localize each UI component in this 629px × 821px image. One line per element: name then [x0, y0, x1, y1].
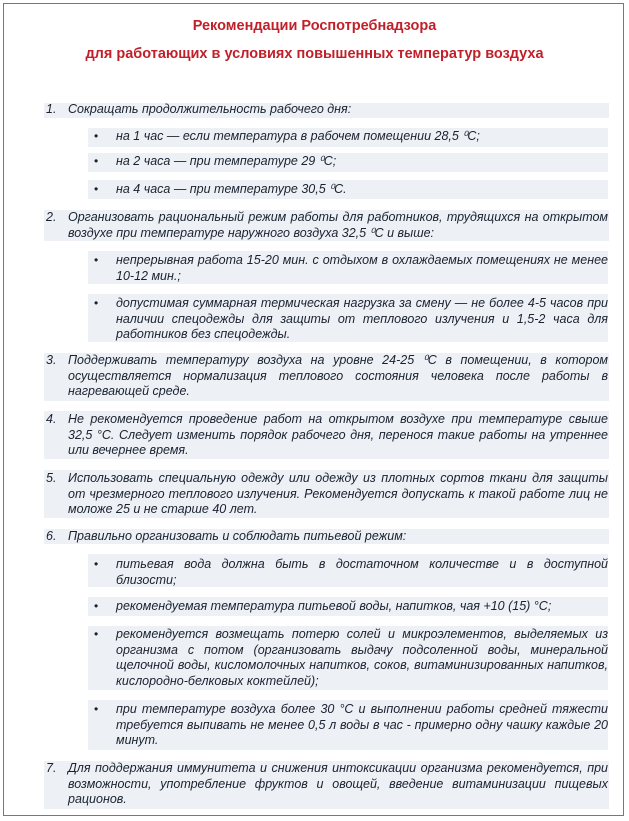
list-item: Организовать рациональный режим работы для работников, трудящихся на открытом воздухе при температуре наружного воздуха 32,5 ⁰С и выше: — [68, 210, 608, 240]
item-number: 3. — [46, 353, 57, 367]
sub-list-item: рекомендуемая температура питьевой воды, напитков, чая +10 (15) °С; — [116, 599, 552, 613]
sub-list-item: допустимая суммарная термическая нагрузка за смену — не более 4-5 часов при наличии спецодежды для защиты от теплового излучения и 1,5-2 часа для работников без спецодежды. — [116, 296, 608, 341]
sub-list-item: на 4 часа — при температуре 30,5 ⁰С. — [116, 182, 347, 196]
sub-list-item: рекомендуется возмещать потерю солей и микроэлементов, выделяемых из организма с потом (организовать выдачу подсоленной воды, минеральной щелочной воды, кисломолочных напитков, соков, витаминизированных напитков, кислородно-белковых коктейлей); — [116, 627, 608, 688]
bullet-icon: • — [94, 253, 99, 267]
item-number: 4. — [46, 412, 57, 426]
document-frame — [3, 3, 624, 816]
sub-list-item: на 2 часа — при температуре 29 ⁰С; — [116, 154, 337, 168]
item-number: 2. — [46, 210, 57, 224]
bullet-icon: • — [94, 296, 99, 310]
list-item: Использовать специальную одежду или одежду из плотных сортов ткани для защиты от чрезмерного теплового излучения. Рекомендуется допускать к такой работе лиц не моложе 25 и не старше 40 лет. — [68, 471, 608, 516]
bullet-icon: • — [94, 129, 99, 143]
bullet-icon: • — [94, 702, 99, 716]
item-number: 5. — [46, 471, 57, 485]
bullet-icon: • — [94, 182, 99, 196]
bullet-icon: • — [94, 627, 99, 641]
item-number: 7. — [46, 761, 57, 775]
sub-list-item: питьевая вода должна быть в достаточном количестве и в доступной близости; — [116, 557, 608, 587]
list-item: Поддерживать температуру воздуха на уровне 24-25 ⁰С в помещении, в котором осуществляется нормализация теплового состояния человека после работы в нагревающей среде. — [68, 353, 608, 398]
list-item: Для поддержания иммунитета и снижения интоксикации организма рекомендуется, при возможности, употребление фруктов и овощей, введение витаминизации пищевых рационов. — [68, 761, 608, 806]
sub-list-item: на 1 час — если температура в рабочем помещении 28,5 ⁰С; — [116, 129, 480, 143]
bullet-icon: • — [94, 599, 99, 613]
bullet-icon: • — [94, 154, 99, 168]
sub-list-item: непрерывная работа 15-20 мин. с отдыхом в охлаждаемых помещениях не менее 10-12 мин.; — [116, 253, 608, 283]
list-item: Правильно организовать и соблюдать питьевой режим: — [68, 529, 407, 543]
list-item: Не рекомендуется проведение работ на открытом воздухе при температуре свыше 32,5 °С. Следует изменить порядок рабочего дня, перенося такие работы на утреннее или вечернее время. — [68, 412, 608, 457]
item-number: 1. — [46, 102, 57, 116]
bullet-icon: • — [94, 557, 99, 571]
document-subtitle: для работающих в условиях повышенных температур воздуха — [85, 46, 544, 62]
item-number: 6. — [46, 529, 57, 543]
list-item: Сокращать продолжительность рабочего дня: — [68, 102, 352, 116]
document-title: Рекомендации Роспотребнадзора — [192, 18, 437, 34]
sub-list-item: при температуре воздуха более 30 °С и выполнении работы средней тяжести требуется выпивать не менее 0,5 л воды в час - примерно одну чашку каждые 20 минут. — [116, 702, 608, 747]
